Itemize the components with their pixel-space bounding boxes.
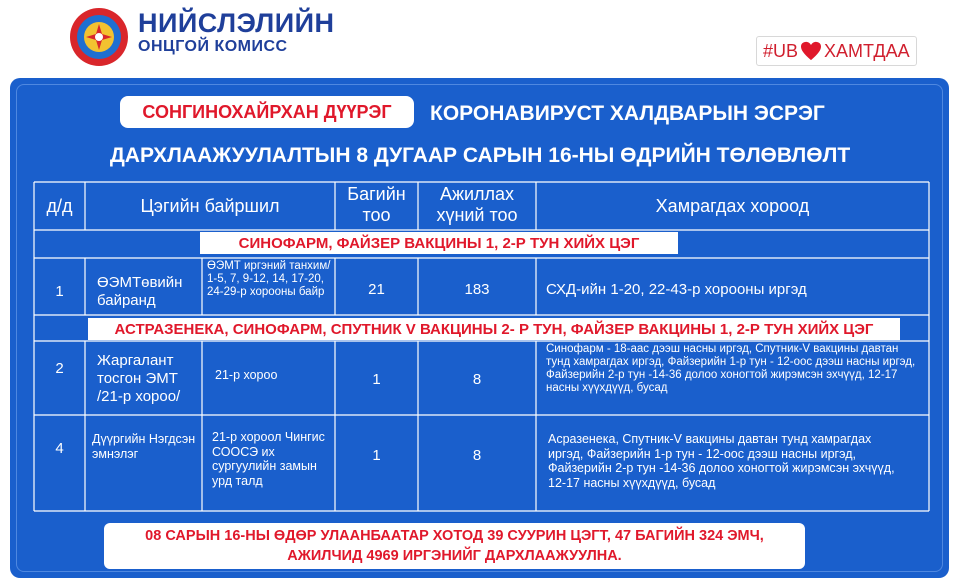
row2-num: 2 xyxy=(55,360,64,377)
row1-coverage: СХД-ийн 1-20, 22-43-р хорооны иргэд xyxy=(546,281,807,298)
row2-detail: 21-р хороо xyxy=(215,368,278,382)
footer-summary xyxy=(104,523,805,569)
header-staff: Ажиллах хүний тоо xyxy=(436,184,518,225)
top-bar xyxy=(0,0,960,70)
row3-detail: 21-р хороол Чингис СООСЭ их сургуулийн замын урд талд xyxy=(212,430,325,488)
footer-line2: АЖИЛЧИД 4969 ИРГЭНИЙГ ДАРХЛААЖУУЛНА. xyxy=(287,548,622,564)
row2-teams: 1 xyxy=(372,371,381,388)
row3-teams: 1 xyxy=(372,447,381,464)
row2-coverage: Синофарм - 18-аас дээш насны иргэд, Спутник-V вакцины давтан тунд хамрагдах иргэд, Файзерийн 1-р тун - 12-оос дээш насны иргэд, Файзерийн 2-р тун -14-36 долоо хоногтой жирэмсэн эхчүүд, 12-17 насны хүүхдүүд, бусад xyxy=(546,343,916,394)
title-line1: КОРОНАВИРУСТ ХАЛДВАРЫН ЭСРЭГ xyxy=(430,102,825,125)
footer-line1: 08 САРЫН 16-НЫ ӨДӨР УЛААНБААТАР ХОТОД 39 СУУРИН ЦЭГТ, 47 БАГИЙН 324 ЭМЧ, xyxy=(145,528,764,544)
row2-staff: 8 xyxy=(472,371,482,388)
section-banner-1: СИНОФАРМ, ФАЙЗЕР ВАКЦИНЫ 1, 2-Р ТУН ХИЙХ ЦЭГ xyxy=(200,232,678,254)
row1-location: ӨЭМТөвийн байранд xyxy=(97,274,183,309)
state-emblem-icon xyxy=(68,6,130,68)
hashtag-suffix: ХАМТДАА xyxy=(824,40,910,61)
row1-staff: 183 xyxy=(464,281,490,298)
header-num: д/д xyxy=(46,196,73,216)
row1-teams: 21 xyxy=(368,281,385,298)
row3-num: 4 xyxy=(55,440,64,457)
hashtag-prefix: #UB xyxy=(763,40,799,61)
title-line2: ДАРХЛААЖУУЛАЛТЫН 8 ДУГААР САРЫН 16-НЫ ӨДРИЙН ТӨЛӨВЛӨЛТ xyxy=(109,144,851,167)
header-coverage: Хамрагдах хороод xyxy=(655,196,810,216)
org-name-line2: ОНЦГОЙ КОМИСС xyxy=(138,38,288,55)
org-name-line1: НИЙСЛЭЛИЙН xyxy=(138,8,335,38)
hashtag-badge xyxy=(756,36,917,66)
heart-icon xyxy=(800,41,822,61)
row1-detail: ӨЭМТ иргэний танхим/ 1-5, 7, 9-12, 14, 17-20, 24-29-р хорооны байр xyxy=(207,260,331,298)
header-location: Цэгийн байршил xyxy=(140,196,280,216)
header-teams: Багийн тоо xyxy=(347,184,406,225)
row1-num: 1 xyxy=(55,283,64,300)
row2-location: Жаргалант тосгон ЭМТ /21-р хороо/ xyxy=(97,352,181,405)
row3-location: Дүүргийн Нэгдсэн эмнэлэг xyxy=(92,432,196,461)
row3-coverage: Асразенека, Спутник-V вакцины давтан тунд хамрагдах иргэд, Файзерийн 1-р тун - 12-оос дээш насны иргэд, Файзерийн 2-р тун -14-36 долоо хоногтой жирэмсэн эхчүүд, 12-17 насны хүүхдүүд, бусад xyxy=(548,432,895,490)
district-badge: СОНГИНОХАЙРХАН ДҮҮРЭГ xyxy=(120,96,414,128)
section-banner-2: АСТРАЗЕНЕКА, СИНОФАРМ, СПУТНИК V ВАКЦИНЫ 2- Р ТУН, ФАЙЗЕР ВАКЦИНЫ 1, 2-Р ТУН ХИЙХ ЦЭГ xyxy=(88,318,900,340)
row3-staff: 8 xyxy=(472,447,482,464)
